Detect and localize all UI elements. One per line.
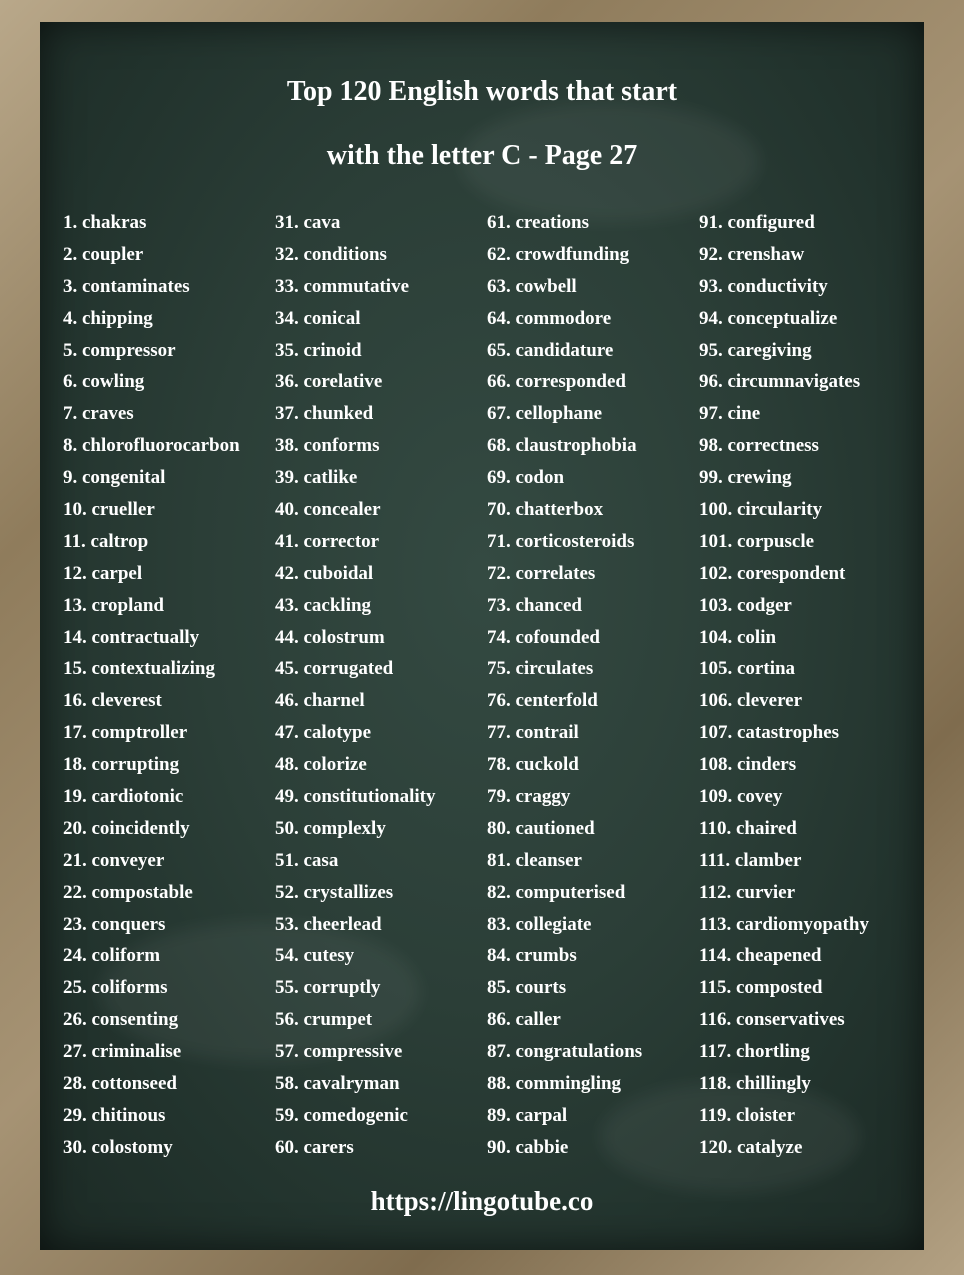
word-item: 117. chortling [699,1041,810,1063]
word-item: 108. cinders [699,754,797,776]
word-column-3 [487,207,642,1164]
word-item: 32. conditions [275,243,387,265]
word-item: 114. cheapened [699,945,822,967]
page-title-line-2: with the letter C - Page 27 [326,140,638,171]
word-item: 88. commingling [487,1073,622,1095]
word-item: 61. creations [487,212,590,233]
word-item: 104. colin [699,626,777,648]
word-item: 82. computerised [487,881,626,903]
word-item: 103. codger [699,594,792,616]
word-item: 110. chaired [699,817,797,839]
word-item: 53. cheerlead [275,913,382,935]
word-item: 8. chlorofluorocarbon [63,435,240,457]
word-item: 93. conductivity [699,275,828,297]
word-item: 109. covey [699,786,783,808]
word-item: 73. chanced [487,594,582,616]
word-item: 91. configured [699,212,815,233]
word-item: 24. coliform [63,945,161,967]
word-item: 47. calotype [275,722,372,744]
word-item: 22. compostable [63,881,193,903]
word-item: 62. crowdfunding [487,243,630,265]
word-item: 29. chitinous [63,1104,166,1126]
word-item: 33. commutative [275,275,410,297]
word-item: 100. circularity [699,499,823,521]
word-item: 6. cowling [63,371,145,393]
word-item: 10. crueller [63,499,155,521]
word-item: 1. chakras [63,212,147,233]
word-item: 42. cuboidal [275,562,374,584]
word-item: 20. coincidently [63,817,190,839]
word-item: 40. concealer [275,499,381,521]
word-item: 72. correlates [487,562,596,584]
word-item: 4. chipping [63,307,153,329]
word-item: 9. congenital [63,467,166,489]
word-item: 60. carers [275,1136,354,1158]
word-item: 46. charnel [275,690,365,712]
word-item: 19. cardiotonic [63,786,184,808]
word-item: 87. congratulations [487,1041,643,1063]
word-item: 43. cackling [275,594,372,616]
word-item: 77. contrail [487,722,579,744]
word-item: 83. collegiate [487,913,592,935]
word-item: 12. carpel [63,562,143,584]
word-item: 3. contaminates [63,275,190,297]
word-item: 13. cropland [63,594,165,616]
word-item: 113. cardiomyopathy [699,913,869,935]
word-item: 84. crumbs [487,945,577,967]
word-item: 81. cleanser [487,849,582,871]
word-item: 63. cowbell [487,275,577,297]
word-item: 65. candidature [487,339,614,361]
word-item: 28. cottonseed [63,1073,177,1095]
word-item: 119. cloister [699,1104,796,1126]
word-item: 55. corruptly [275,977,381,999]
word-item: 49. constitutionality [275,786,436,808]
word-item: 120. catalyze [699,1136,803,1158]
word-item: 107. catastrophes [699,722,840,744]
word-item: 11. caltrop [63,530,149,552]
word-item: 52. crystallizes [275,881,394,903]
word-item: 51. casa [275,849,339,871]
word-item: 5. compressor [63,339,176,361]
word-item: 118. chillingly [699,1073,811,1095]
word-item: 94. conceptualize [699,307,838,329]
word-item: 86. caller [487,1009,561,1031]
word-item: 89. carpal [487,1104,568,1126]
word-item: 98. correctness [699,435,819,457]
word-item: 44. colostrum [275,626,385,648]
word-item: 14. contractually [63,626,200,648]
word-item: 30. colostomy [63,1136,173,1158]
word-item: 68. claustrophobia [487,435,637,457]
word-item: 80. cautioned [487,817,595,839]
word-item: 48. colorize [275,754,367,776]
word-item: 16. cleverest [63,690,162,712]
word-item: 90. cabbie [487,1136,569,1158]
word-item: 38. conforms [275,435,380,457]
word-item: 66. corresponded [487,371,626,393]
word-item: 105. cortina [699,658,796,680]
word-item: 54. cutesy [275,945,355,967]
word-item: 95. caregiving [699,339,812,361]
word-item: 78. cuckold [487,754,579,776]
word-item: 111. clamber [699,849,802,871]
word-item: 35. crinoid [275,339,362,361]
word-item: 75. circulates [487,658,594,680]
word-item: 58. cavalryman [275,1073,400,1095]
word-item: 59. comedogenic [275,1104,408,1126]
word-item: 71. corticosteroids [487,530,635,552]
word-item: 76. centerfold [487,690,598,712]
word-item: 25. coliforms [63,977,168,999]
word-column-2 [275,207,435,1164]
word-item: 23. conquers [63,913,166,935]
word-item: 39. catlike [275,467,358,489]
word-item: 115. composted [699,977,823,999]
word-item: 21. conveyer [63,849,165,871]
word-item: 74. cofounded [487,626,600,648]
word-item: 99. crewing [699,467,792,489]
word-item: 2. coupler [63,243,144,265]
word-item: 31. cava [275,212,341,233]
word-column-1 [63,207,240,1164]
word-item: 26. consenting [63,1009,179,1031]
word-item: 17. comptroller [63,722,188,744]
word-item: 101. corpuscle [699,530,815,552]
word-item: 41. corrector [275,530,380,552]
word-item: 45. corrugated [275,658,394,680]
word-item: 69. codon [487,467,565,489]
footer-url: https://lingotube.co [370,1186,594,1216]
word-item: 116. conservatives [699,1009,845,1031]
word-item: 27. criminalise [63,1041,182,1063]
page-title-line-1: Top 120 English words that start [286,76,678,107]
word-item: 67. cellophane [487,403,603,425]
word-item: 15. contextualizing [63,658,215,680]
word-item: 106. cleverer [699,690,803,712]
word-item: 34. conical [275,307,361,329]
word-item: 92. crenshaw [699,243,805,265]
word-item: 97. cine [699,403,761,425]
word-column-4 [699,207,869,1164]
word-item: 50. complexly [275,817,386,839]
word-item: 96. circumnavigates [699,371,861,393]
word-item: 70. chatterbox [487,499,604,521]
word-item: 7. craves [63,403,134,425]
word-item: 85. courts [487,977,567,999]
word-item: 112. curvier [699,881,796,903]
word-item: 79. craggy [487,786,571,808]
word-item: 18. corrupting [63,754,180,776]
word-item: 102. corespondent [699,562,846,584]
word-item: 57. compressive [275,1041,403,1063]
word-item: 36. corelative [275,371,383,393]
word-item: 64. commodore [487,307,612,329]
word-item: 37. chunked [275,403,374,425]
word-item: 56. crumpet [275,1009,373,1031]
